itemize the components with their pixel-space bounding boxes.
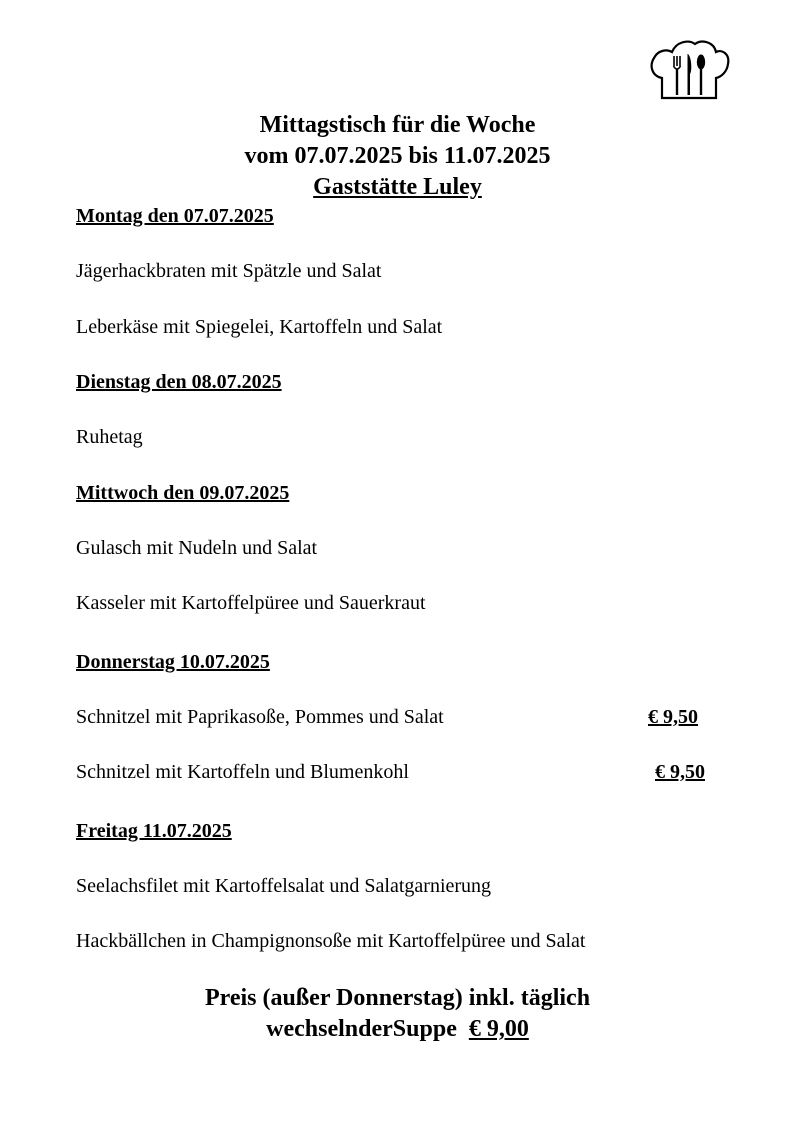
dish-item: Hackbällchen in Champignonsoße mit Kartoffelpüree und Salat xyxy=(76,930,586,952)
dish-item: Schnitzel mit Paprikasoße, Pommes und Salat xyxy=(76,706,444,728)
restaurant-name-wrapper xyxy=(0,172,795,202)
dish-item: Kasseler mit Kartoffelpüree und Sauerkraut xyxy=(76,592,426,614)
menu-title: Mittagstisch für die Woche xyxy=(259,112,536,138)
dish-item: Ruhetag xyxy=(76,426,143,448)
chef-hat-cutlery-icon xyxy=(648,38,730,100)
dish-price: € 9,50 xyxy=(648,706,698,728)
day-heading-monday: Montag den 07.07.2025 xyxy=(76,205,274,227)
dish-item: Gulasch mit Nudeln und Salat xyxy=(76,537,318,559)
menu-price: € 9,00 xyxy=(468,1016,529,1042)
day-heading-friday: Freitag 11.07.2025 xyxy=(76,820,232,842)
dish-item: Jägerhackbraten mit Spätzle und Salat xyxy=(76,260,382,282)
price-note-line2 xyxy=(0,1014,795,1044)
day-heading-tuesday: Dienstag den 08.07.2025 xyxy=(76,371,282,393)
price-note: Preis (außer Donnerstag) inkl. täglich xyxy=(204,985,591,1011)
day-heading-wednesday: Mittwoch den 09.07.2025 xyxy=(76,482,290,504)
dish-price: € 9,50 xyxy=(655,761,705,783)
soup-note: wechselnderSuppe xyxy=(266,1016,457,1042)
dish-item: Leberkäse mit Spiegelei, Kartoffeln und Salat xyxy=(76,316,443,338)
dish-item: Seelachsfilet mit Kartoffelsalat und Salatgarnierung xyxy=(76,875,492,897)
restaurant-name: Gaststätte Luley xyxy=(313,174,482,200)
menu-date-range: vom 07.07.2025 bis 11.07.2025 xyxy=(244,143,551,169)
day-heading-thursday: Donnerstag 10.07.2025 xyxy=(76,651,270,673)
dish-item: Schnitzel mit Kartoffeln und Blumenkohl xyxy=(76,761,409,783)
